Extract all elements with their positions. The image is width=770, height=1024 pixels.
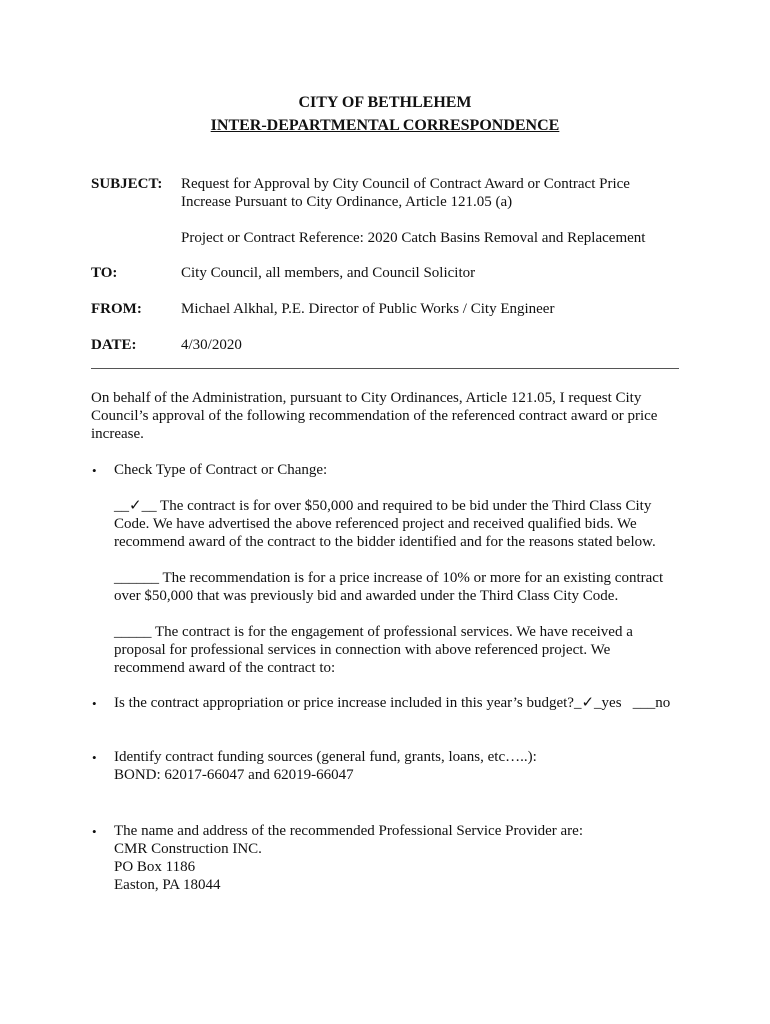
intro-line-1: On behalf of the Administration, pursuant to City Ordinances, Article 121.05, I request City <box>91 390 642 406</box>
intro-line-2: Council’s approval of the following recommendation of the referenced contract award or price <box>91 408 658 424</box>
date-value: 4/30/2020 <box>181 337 242 353</box>
from-label: FROM: <box>91 301 142 317</box>
option-professional-line-1: _____ The contract is for the engagement of professional services. We have received a <box>114 624 633 640</box>
to-value: City Council, all members, and Council Solicitor <box>181 265 476 281</box>
provider-address-1: PO Box 1186 <box>114 859 196 875</box>
bullet-icon: • <box>92 463 97 478</box>
option-price-increase-line-2: over $50,000 that was previously bid and awarded under the Third Class City Code. <box>114 588 619 604</box>
bullet-icon: • <box>92 750 97 765</box>
option-professional-line-2: proposal for professional services in connection with above referenced project. We <box>114 642 611 658</box>
from-value: Michael Alkhal, P.E. Director of Public Works / City Engineer <box>181 301 555 317</box>
budget-yes: _✓_yes <box>573 695 622 711</box>
option-bid-line-1: __✓__ The contract is for over $50,000 and required to be bid under the Third Class City <box>114 498 652 514</box>
provider-address-2: Easton, PA 18044 <box>114 877 221 893</box>
option-bid-line-2: Code. We have advertised the above referenced project and received qualified bids. We <box>114 516 637 532</box>
budget-question-text: Is the contract appropriation or price increase included in this year’s budget? <box>114 695 574 711</box>
project-reference: Project or Contract Reference: 2020 Catch Basins Removal and Replacement <box>181 230 646 246</box>
provider-name: CMR Construction INC. <box>114 841 262 857</box>
subject-line-1: Request for Approval by City Council of Contract Award or Contract Price <box>181 176 630 192</box>
divider-line <box>91 368 679 369</box>
date-label: DATE: <box>91 337 137 353</box>
bullet-icon: • <box>92 696 97 711</box>
subject-line-2: Increase Pursuant to City Ordinance, Article 121.05 (a) <box>181 194 513 210</box>
subject-label: SUBJECT: <box>91 176 163 192</box>
budget-question <box>114 694 670 712</box>
option-professional-line-3: recommend award of the contract to: <box>114 660 336 676</box>
intro-line-3: increase. <box>91 426 144 442</box>
provider-heading: The name and address of the recommended Professional Service Provider are: <box>114 823 583 839</box>
option-price-increase-line-1: ______ The recommendation is for a price increase of 10% or more for an existing contract <box>114 570 664 586</box>
budget-no: ___no <box>632 695 671 711</box>
bullet-icon: • <box>92 824 97 839</box>
document-subtitle: INTER-DEPARTMENTAL CORRESPONDENCE <box>210 117 560 134</box>
funding-sources: BOND: 62017-66047 and 62019-66047 <box>114 767 354 783</box>
contract-type-heading: Check Type of Contract or Change: <box>114 462 328 478</box>
option-bid-line-3: recommend award of the contract to the bidder identified and for the reasons stated below. <box>114 534 656 550</box>
document-title: CITY OF BETHLEHEM <box>298 94 472 111</box>
funding-heading: Identify contract funding sources (general fund, grants, loans, etc…..): <box>114 749 537 765</box>
to-label: TO: <box>91 265 118 281</box>
